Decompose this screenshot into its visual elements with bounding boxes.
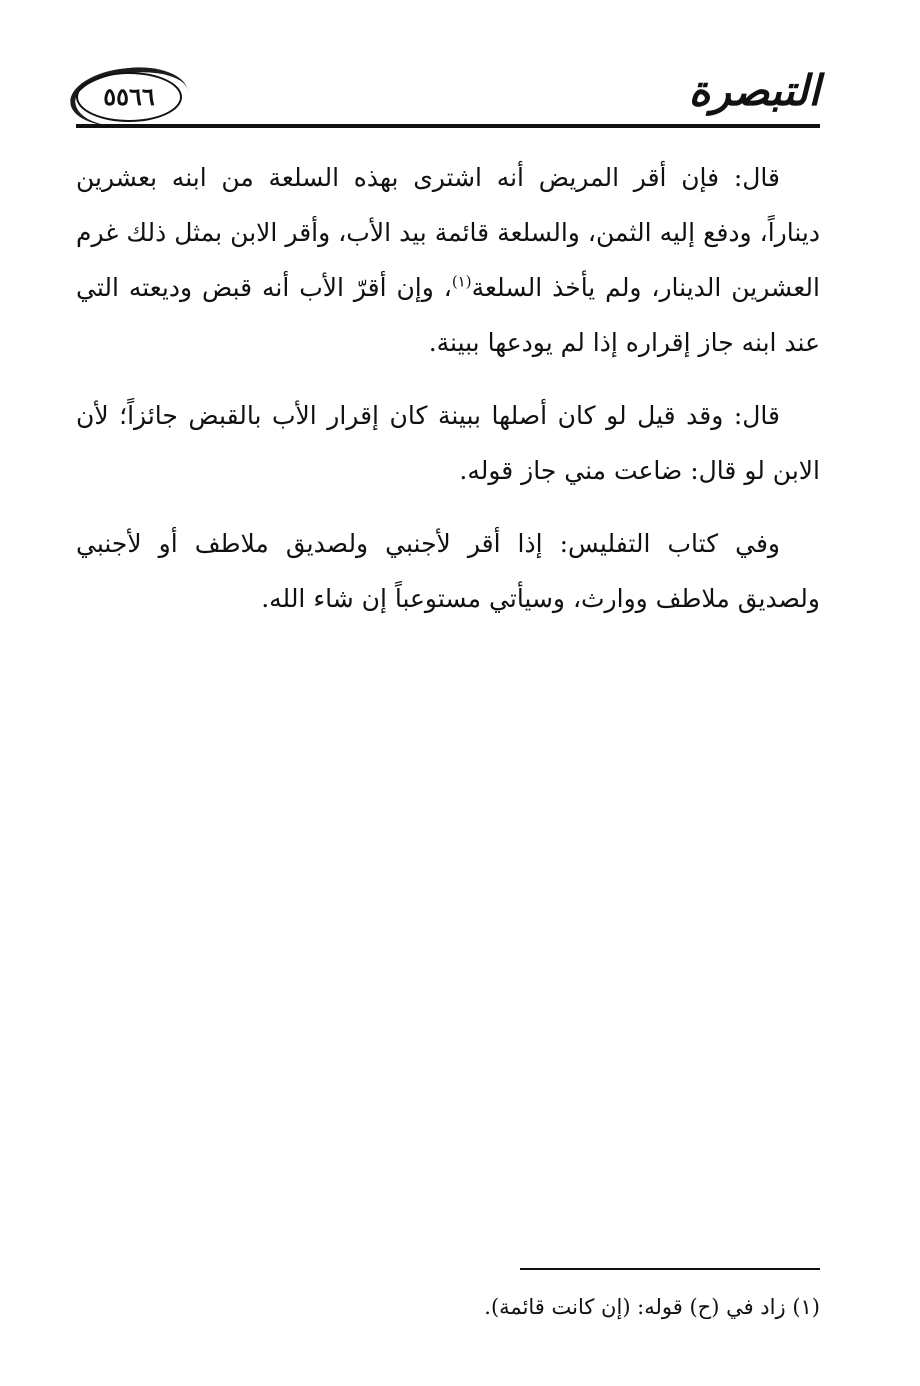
running-title: التبصرة	[688, 66, 820, 115]
footnote: (١) زاد في (ح) قوله: (إن كانت قائمة).	[484, 1295, 820, 1319]
paragraph-text: ، وإن أقرّ الأب أنه قبض وديعته التي عند ابنه جاز إقراره إذا لم يودعها ببينة.	[76, 273, 820, 357]
page-number-badge	[76, 72, 182, 122]
paragraph: قال: وقد قيل لو كان أصلها ببينة كان إقرار الأب بالقبض جائزاً؛ لأن الابن لو قال: ضاعت مني جاز قوله.	[76, 401, 820, 485]
paragraph: وفي كتاب التفليس: إذا أقر لأجنبي ولصديق ملاطف أو لأجنبي ولصديق ملاطف ووارث، وسيأتي مستوعباً إن شاء الله.	[76, 529, 820, 613]
page-number: ٥٥٦٦	[103, 82, 155, 111]
page-header	[76, 58, 820, 130]
footnote-reference[interactable]: (١)	[451, 272, 472, 291]
main-text	[76, 150, 820, 644]
footnote-separator	[520, 1268, 820, 1270]
header-rule	[76, 124, 820, 128]
paragraph-text: قال: فإن أقر المريض أنه اشترى بهذه السلعة من ابنه بعشرين ديناراً، ودفع إليه الثمن، والسلعة قائمة بيد الأب، وأقر الابن بمثل ذلك غرم العشرين الدينار، ولم يأخذ السلعة	[76, 163, 820, 302]
paragraph	[76, 150, 820, 370]
